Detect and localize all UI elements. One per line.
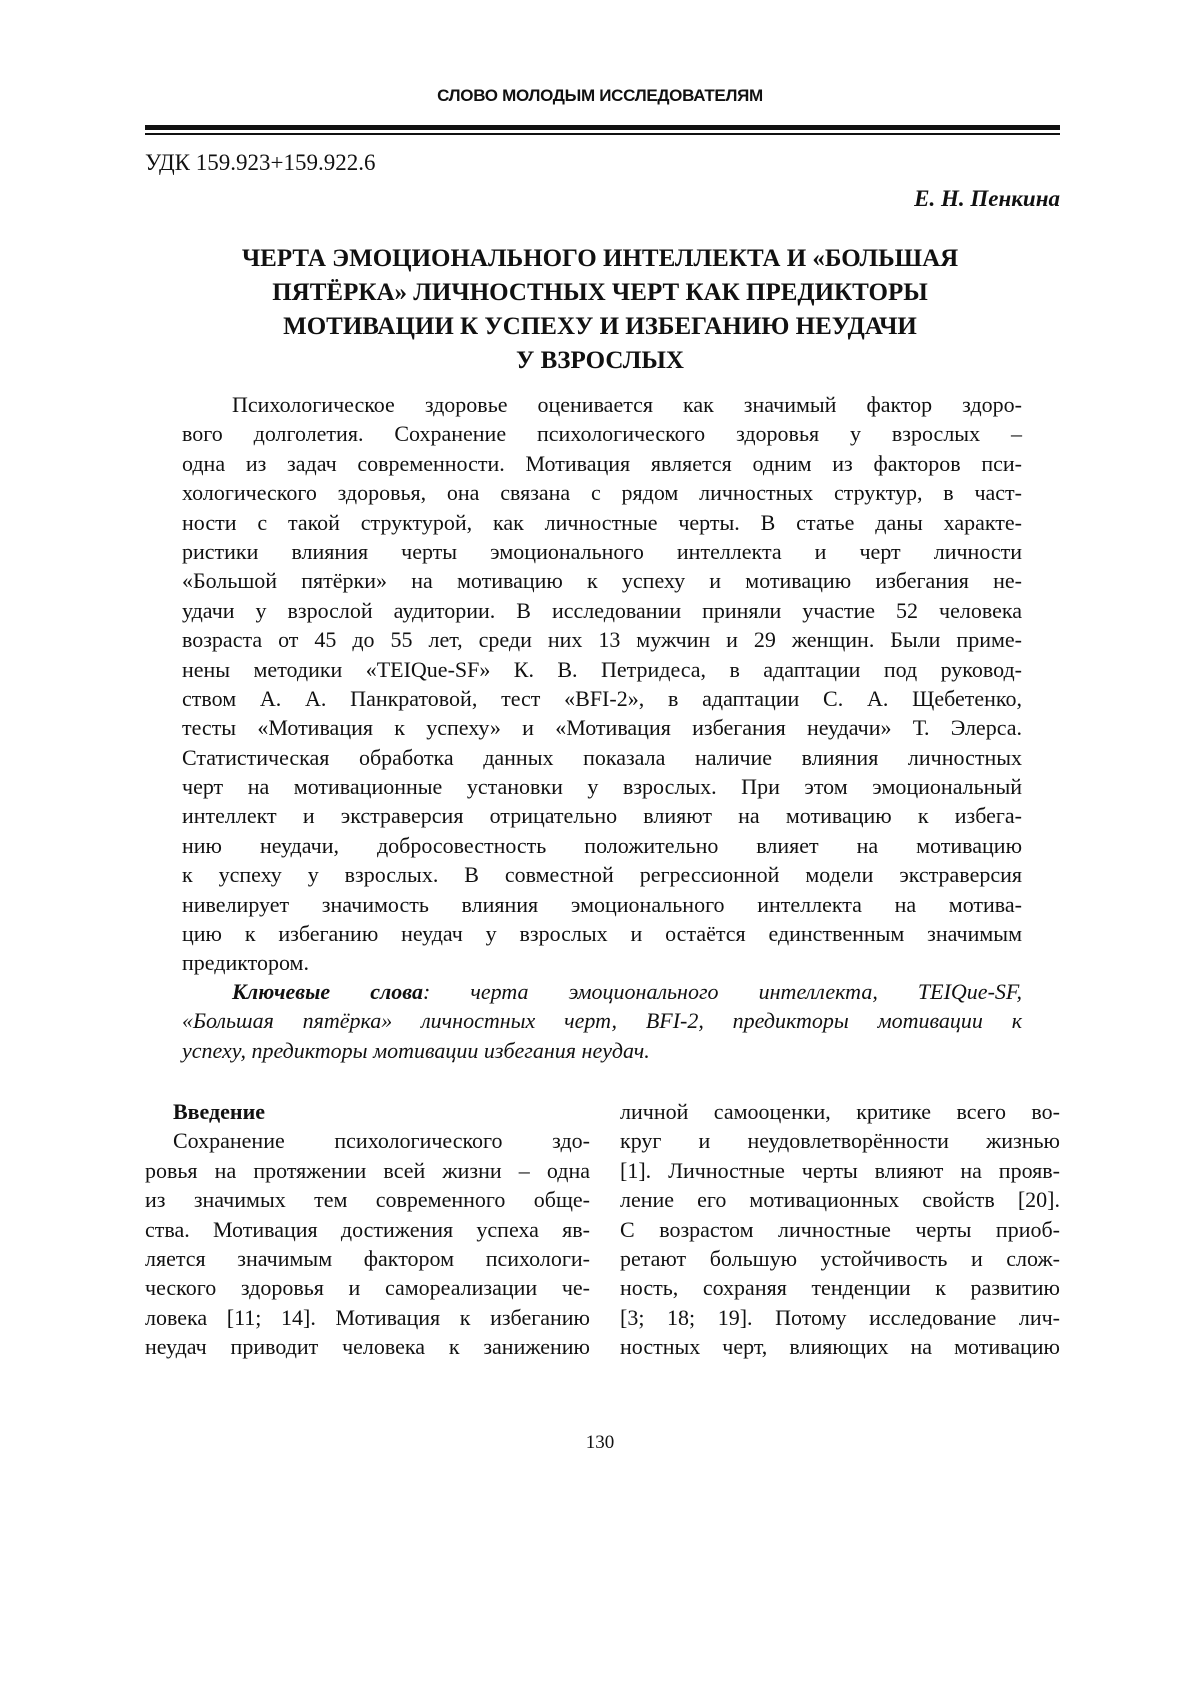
page-number: 130 bbox=[585, 1432, 615, 1453]
abstract-line: нены методики «TEIQue-SF» К. В. Петридеса, в адаптации под руковод- bbox=[182, 656, 1022, 682]
abstract-line: цию к избеганию неудач у взрослых и остаётся единственным значимым bbox=[182, 921, 1022, 947]
keywords bbox=[182, 977, 1022, 1065]
abstract-line: Психологическое здоровье оценивается как значимый фактор здоро- bbox=[232, 392, 1022, 417]
header-rule-thick bbox=[145, 125, 1060, 130]
body-line: [3; 18; 19]. Потому исследование лич- bbox=[620, 1304, 1060, 1330]
author-name: Е. Н. Пенкина bbox=[914, 186, 1060, 211]
body-line: [1]. Личностные черты влияют на прояв- bbox=[620, 1157, 1060, 1183]
abstract-line: нивелирует значимость влияния эмоционального интеллекта на мотива- bbox=[182, 891, 1022, 917]
keywords-label: Ключевые слова bbox=[232, 979, 423, 1004]
abstract-line: интеллект и экстраверсия отрицательно влияют на мотивацию к избега- bbox=[182, 803, 1022, 829]
body-line: ляется значимым фактором психологи- bbox=[145, 1245, 590, 1271]
body-line: круг и неудовлетворённости жизнью bbox=[620, 1128, 1060, 1154]
body-line: Сохранение психологического здо- bbox=[173, 1128, 590, 1154]
abstract-line: предиктором. bbox=[182, 950, 309, 976]
body-line: неудач приводит человека к занижению bbox=[145, 1334, 590, 1360]
body-line: ровья на протяжении всей жизни – одна bbox=[145, 1157, 590, 1183]
intro-column-right bbox=[620, 1097, 1060, 1362]
abstract-line: возраста от 45 до 55 лет, среди них 13 мужчин и 29 женщин. Были приме- bbox=[182, 627, 1022, 653]
abstract-line: вого долголетия. Сохранение психологического здоровья у взрослых – bbox=[182, 421, 1022, 447]
body-line: ства. Мотивация достижения успеха яв- bbox=[145, 1216, 590, 1242]
abstract-line: к успеху у взрослых. В совместной регрессионной модели экстраверсия bbox=[182, 862, 1022, 888]
intro-column-left bbox=[145, 1097, 590, 1362]
body-line: ретают большую устойчивость и слож- bbox=[620, 1245, 1060, 1271]
body-line: С возрастом личностные черты приоб- bbox=[620, 1216, 1060, 1242]
body-line: личной самооценки, критике всего во- bbox=[620, 1099, 1060, 1124]
body-line: ловека [11; 14]. Мотивация к избеганию bbox=[145, 1304, 590, 1330]
article-title bbox=[150, 242, 1050, 378]
abstract-line: одна из задач современности. Мотивация является одним из факторов пси- bbox=[182, 450, 1022, 476]
title-line: МОТИВАЦИИ К УСПЕХУ И ИЗБЕГАНИЮ НЕУДАЧИ bbox=[283, 313, 917, 340]
title-line: ЧЕРТА ЭМОЦИОНАЛЬНОГО ИНТЕЛЛЕКТА И «БОЛЬШАЯ bbox=[241, 245, 959, 272]
body-line: ческого здоровья и самореализации че- bbox=[145, 1275, 590, 1301]
title-line: ПЯТЁРКА» ЛИЧНОСТНЫХ ЧЕРТ КАК ПРЕДИКТОРЫ bbox=[272, 279, 928, 306]
body-line: ление его мотивационных свойств [20]. bbox=[620, 1187, 1060, 1213]
abstract-line: нию неудачи, добросовестность положительно влияет на мотивацию bbox=[182, 832, 1022, 858]
running-header: СЛОВО МОЛОДЫМ ИССЛЕДОВАТЕЛЯМ bbox=[437, 86, 763, 105]
section-heading: Введение bbox=[173, 1099, 266, 1124]
abstract-line: ности с такой структурой, как личностные черты. В статье даны характе- bbox=[182, 509, 1022, 535]
abstract-line: «Большой пятёрки» на мотивацию к успеху и мотивацию избегания не- bbox=[182, 568, 1022, 594]
keywords-line: «Большая пятёрка» личностных черт, BFI-2, предикторы мотивации к bbox=[182, 1008, 1022, 1034]
abstract-line: ристики влияния черты эмоционального интеллекта и черт личности bbox=[182, 538, 1022, 564]
keywords-line: успеху, предикторы мотивации избегания неудач. bbox=[182, 1037, 650, 1063]
udk-code: УДК 159.923+159.922.6 bbox=[145, 150, 376, 175]
header-rule-thin bbox=[145, 133, 1060, 135]
abstract-line: хологического здоровья, она связана с рядом личностных структур, в част- bbox=[182, 480, 1022, 506]
body-line: ностных черт, влияющих на мотивацию bbox=[620, 1334, 1060, 1360]
title-line: У ВЗРОСЛЫХ bbox=[515, 347, 684, 374]
abstract-line: тесты «Мотивация к успеху» и «Мотивация избегания неудачи» Т. Элерса. bbox=[182, 715, 1022, 741]
abstract-line: удачи у взрослой аудитории. В исследовании приняли участие 52 человека bbox=[182, 597, 1022, 623]
keywords-line bbox=[182, 977, 1022, 1006]
abstract-line: ством А. А. Панкратовой, тест «BFI-2», в адаптации С. А. Щебетенко, bbox=[182, 685, 1022, 711]
abstract-line: черт на мотивационные установки у взрослых. При этом эмоциональный bbox=[182, 774, 1022, 800]
abstract-line: Статистическая обработка данных показала наличие влияния личностных bbox=[182, 744, 1022, 770]
body-line: из значимых тем современного обще- bbox=[145, 1187, 590, 1213]
keywords-text: : черта эмоционального интеллекта, TEIQue-SF, bbox=[422, 979, 1022, 1004]
body-line: ность, сохраняя тенденции к развитию bbox=[620, 1275, 1060, 1301]
abstract bbox=[182, 390, 1022, 978]
